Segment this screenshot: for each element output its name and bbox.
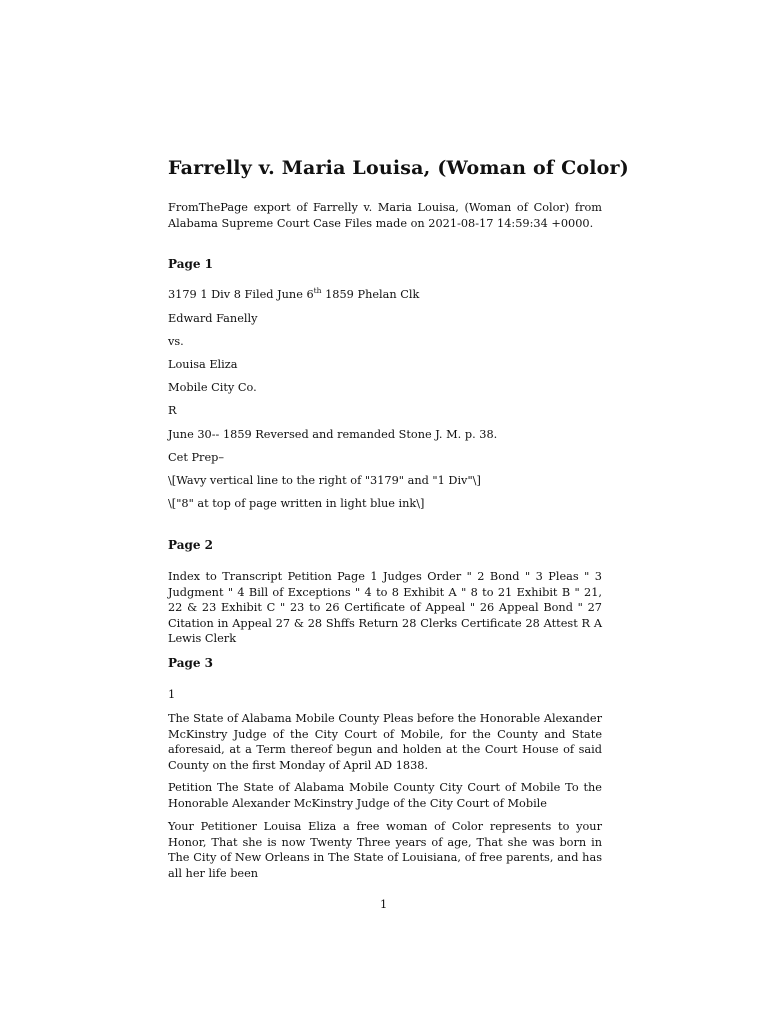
page-1-line-8: Cet Prep–: [168, 451, 225, 464]
page-1-line-1-text-end: 1859 Phelan Clk: [321, 288, 420, 301]
page-1-line-7: June 30-- 1859 Reversed and remanded Stone J. M. p. 38.: [168, 428, 498, 441]
export-intro: FromThePage export of Farrelly v. Maria Louisa, (Woman of Color) from Alabama Supreme Court Case Files made on 2021-08-17 14:59:34 +0000.: [168, 201, 602, 230]
page-1-line-4: Louisa Eliza: [168, 358, 238, 371]
page-1-line-3: vs.: [168, 335, 184, 348]
page-3-heading: Page 3: [168, 656, 214, 670]
document-title: Farrelly v. Maria Louisa, (Woman of Color): [168, 157, 629, 179]
page-1-line-1-sup: th: [313, 286, 322, 296]
page-1-line-1-text: 3179 1 Div 8 Filed June 6: [168, 288, 314, 301]
page-3-paragraph-2: Petition The State of Alabama Mobile County City Court of Mobile To the Honorable Alexander McKinstry Judge of the City Court of Mobile: [168, 781, 602, 810]
page-3-paragraph-1: The State of Alabama Mobile County Pleas before the Honorable Alexander McKinstry Judge of the City Court of Mobile, for the County and State aforesaid, at a Term thereof begun and holden at the Court House of said County on the first Monday of April AD 1838.: [168, 712, 602, 772]
page-1-line-9: \[Wavy vertical line to the right of "3179" and "1 Div"\]: [168, 474, 481, 487]
page-3-paragraph-3: Your Petitioner Louisa Eliza a free woman of Color represents to your Honor, That she is now Twenty Three years of age, That she was born in The City of New Orleans in The State of Louisiana, of free parents, and has all her life been: [168, 820, 602, 880]
page-1-heading: Page 1: [168, 257, 214, 271]
page-2-text: Index to Transcript Petition Page 1 Judges Order " 2 Bond " 3 Pleas " 3 Judgment " 4 Bill of Exceptions " 4 to 8 Exhibit A " 8 to 21 Exhibit B " 21, 22 & 23 Exhibit C " 23 to 26 Certificate of Appeal " 26 Appeal Bond " 27 Citation in Appeal 27 & 28 Shffs Return 28 Clerks Certificate 28 Attest R A Lewis Clerk: [168, 570, 602, 645]
page-1-line-2: Edward Fanelly: [168, 312, 258, 325]
page-1-line-10: \["8" at top of page written in light blue ink\]: [168, 497, 425, 510]
page-2-heading: Page 2: [168, 538, 214, 552]
page-1-line-1: [168, 287, 602, 303]
page-1-line-6: R: [168, 404, 177, 417]
page-1-line-5: Mobile City Co.: [168, 381, 257, 394]
page-number: 1: [380, 898, 388, 911]
page-3-line-1: 1: [168, 688, 176, 701]
